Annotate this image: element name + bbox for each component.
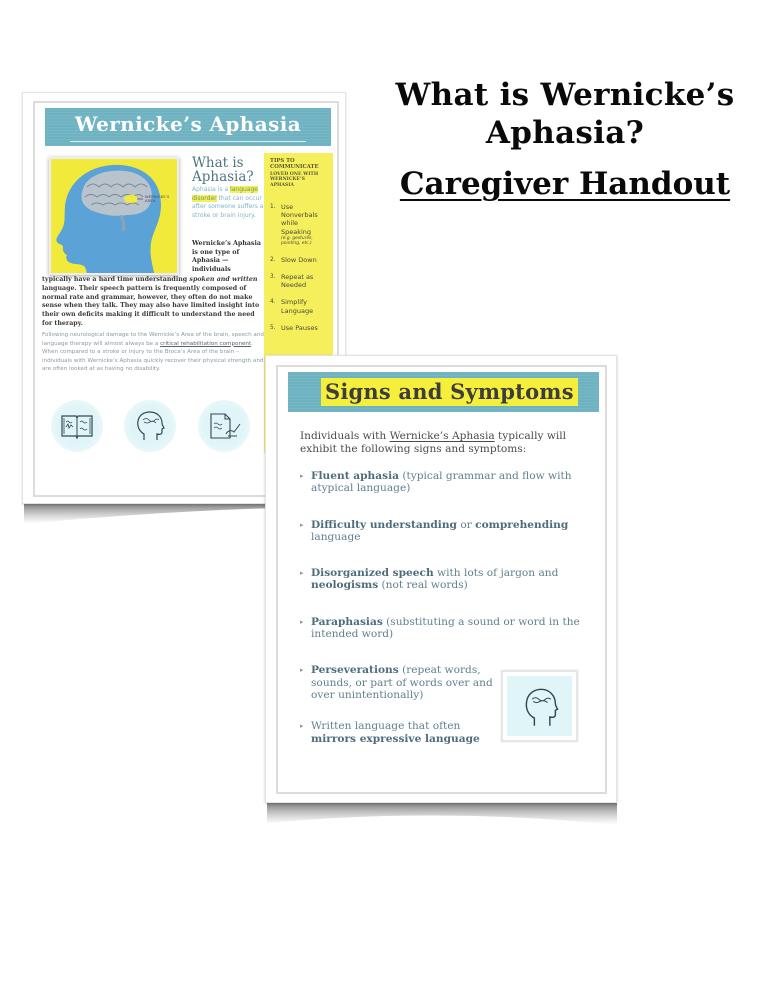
definition-text: Aphasia is a — [192, 186, 231, 193]
tip-item — [270, 203, 329, 247]
symptom-bold: mirrors expressive language — [311, 732, 480, 745]
underlined-text: Wernicke’s Aphasia — [389, 430, 495, 442]
underlined-text: critical rehabilitation component — [160, 340, 252, 347]
tip-number: 1. — [270, 203, 276, 210]
head-icon-circle — [124, 400, 176, 452]
title-line-2: Aphasia? — [485, 115, 645, 151]
symptom-text: Written language that often — [311, 720, 461, 733]
intro-text: typically will exhibit the following signs and symptoms: — [300, 430, 567, 455]
symptom-item — [300, 470, 590, 495]
symptom-item — [300, 567, 590, 592]
tip-label: Use Nonverbals while Speaking — [281, 202, 318, 236]
symptom-text: (repeat words, sounds, or part of words over and over unintentionally) — [311, 664, 493, 701]
symptom-text: with lots of jargon and — [433, 567, 559, 580]
body-italic: spoken and written — [189, 276, 258, 283]
symptom-text: language — [311, 530, 361, 543]
body-text: Following neurological damage to the Wernicke’s Area of the brain, speech and language therapy will almost always be a — [42, 332, 264, 347]
tip-label: Repeat as Needed — [281, 273, 314, 290]
symptom-bold: neologisms — [311, 579, 379, 592]
symptom-bold: Fluent aphasia — [311, 470, 399, 482]
tip-number: 2. — [270, 256, 276, 263]
symptom-bold: Disorganized speech — [311, 567, 434, 580]
body-text: language. Their speech pattern is frequently composed of normal rate and grammar, however, they often do not make sense when they talk. They may also have limited insight into their own deficits making it difficult to understand the need for therapy. — [42, 284, 260, 327]
book-icon-circle — [51, 400, 103, 452]
page-title — [380, 76, 750, 152]
definition-text: that can occur after someone suffers a stroke or brain injury. — [192, 194, 264, 219]
card-shadow — [24, 504, 274, 526]
writing-document-icon — [206, 408, 242, 444]
head-profile-icon — [51, 159, 179, 275]
symptom-item — [300, 616, 590, 641]
symptom-bold: comprehending — [475, 518, 569, 531]
tips-list — [270, 203, 329, 332]
symptom-item — [300, 519, 590, 544]
wernicke-intro-text: Wernicke’s Aphasia is one type of Aphasia — individuals — [192, 240, 261, 273]
symptom-bold: Perseverations — [311, 664, 399, 677]
symptom-text: (substituting a sound or word in the intended word) — [311, 615, 580, 641]
head-brain-icon — [132, 408, 168, 444]
handout-header — [45, 108, 331, 146]
tip-label: Simplify Language — [281, 298, 314, 315]
tip-note: (e.g. gestures, pointing, etc.) — [281, 235, 313, 247]
body-text: typically have a hard time understanding — [42, 276, 190, 283]
tip-number: 4. — [270, 299, 276, 306]
brain-illustration — [49, 157, 179, 275]
triangle-bullet-icon: ▸ — [300, 617, 304, 626]
tip-number: 3. — [270, 274, 276, 280]
highlighted-term: language disorder — [192, 186, 258, 202]
following-damage-text — [42, 331, 266, 374]
symptoms-intro — [300, 430, 600, 455]
tip-item — [270, 256, 329, 264]
title-block — [380, 76, 750, 202]
symptom-text: (not real words) — [378, 579, 468, 592]
book-icon — [59, 408, 95, 444]
tip-label: Slow Down — [281, 255, 317, 264]
aphasia-definition — [192, 186, 266, 220]
symptom-text: (typical grammar and flow with atypical language) — [311, 470, 572, 495]
handout-title: Signs and Symptoms — [321, 378, 578, 406]
title-line-1: What is Wernicke’s — [395, 77, 735, 113]
triangle-bullet-icon: ▸ — [300, 569, 304, 578]
what-is-aphasia-heading: What is Aphasia? — [192, 155, 254, 185]
triangle-bullet-icon: ▸ — [300, 472, 304, 480]
wernickes-area-label: WERNICKE'S AREA — [145, 195, 170, 203]
page-subtitle: Caregiver Handout — [399, 166, 731, 202]
intro-text: Individuals with — [300, 430, 390, 442]
head-illustration-frame — [501, 670, 578, 742]
handout-signs-and-symptoms — [265, 355, 617, 803]
head-illustration — [507, 676, 572, 736]
tips-title: TIPS TO COMMUNICATE — [270, 158, 319, 171]
triangle-bullet-icon: ▸ — [300, 520, 304, 529]
handout-title: Wernicke’s Aphasia — [74, 112, 302, 136]
tip-item — [270, 298, 329, 314]
triangle-bullet-icon: ▸ — [300, 722, 304, 731]
symptom-item — [300, 664, 500, 701]
document-icon-circle — [198, 400, 250, 452]
handout-page — [276, 365, 607, 794]
symptom-bold: Difficulty understanding — [311, 518, 457, 531]
body-text: . When compared to a stroke or injury to the Broca’s Area of the brain – individuals with Wernicke’s Aphasia quickly recover their physical strength and are often looked at as having no disability. — [42, 340, 264, 373]
card-shadow — [267, 803, 617, 827]
triangle-bullet-icon: ▸ — [300, 666, 304, 675]
handout-header — [288, 372, 599, 412]
symptom-bold: Paraphasias — [311, 615, 383, 628]
tip-label: Use Pauses — [281, 323, 318, 332]
symptom-item — [300, 720, 500, 745]
header-divider — [70, 141, 306, 142]
tip-number: 5. — [270, 324, 276, 331]
wernicke-body-text — [42, 276, 264, 329]
head-brain-icon — [521, 686, 561, 728]
tip-item — [270, 273, 329, 289]
tips-subtitle: LOVED ONE WITH WERNICKE’S APHASIA — [270, 171, 319, 189]
tip-item — [270, 324, 329, 332]
symptom-text: or — [456, 518, 476, 531]
